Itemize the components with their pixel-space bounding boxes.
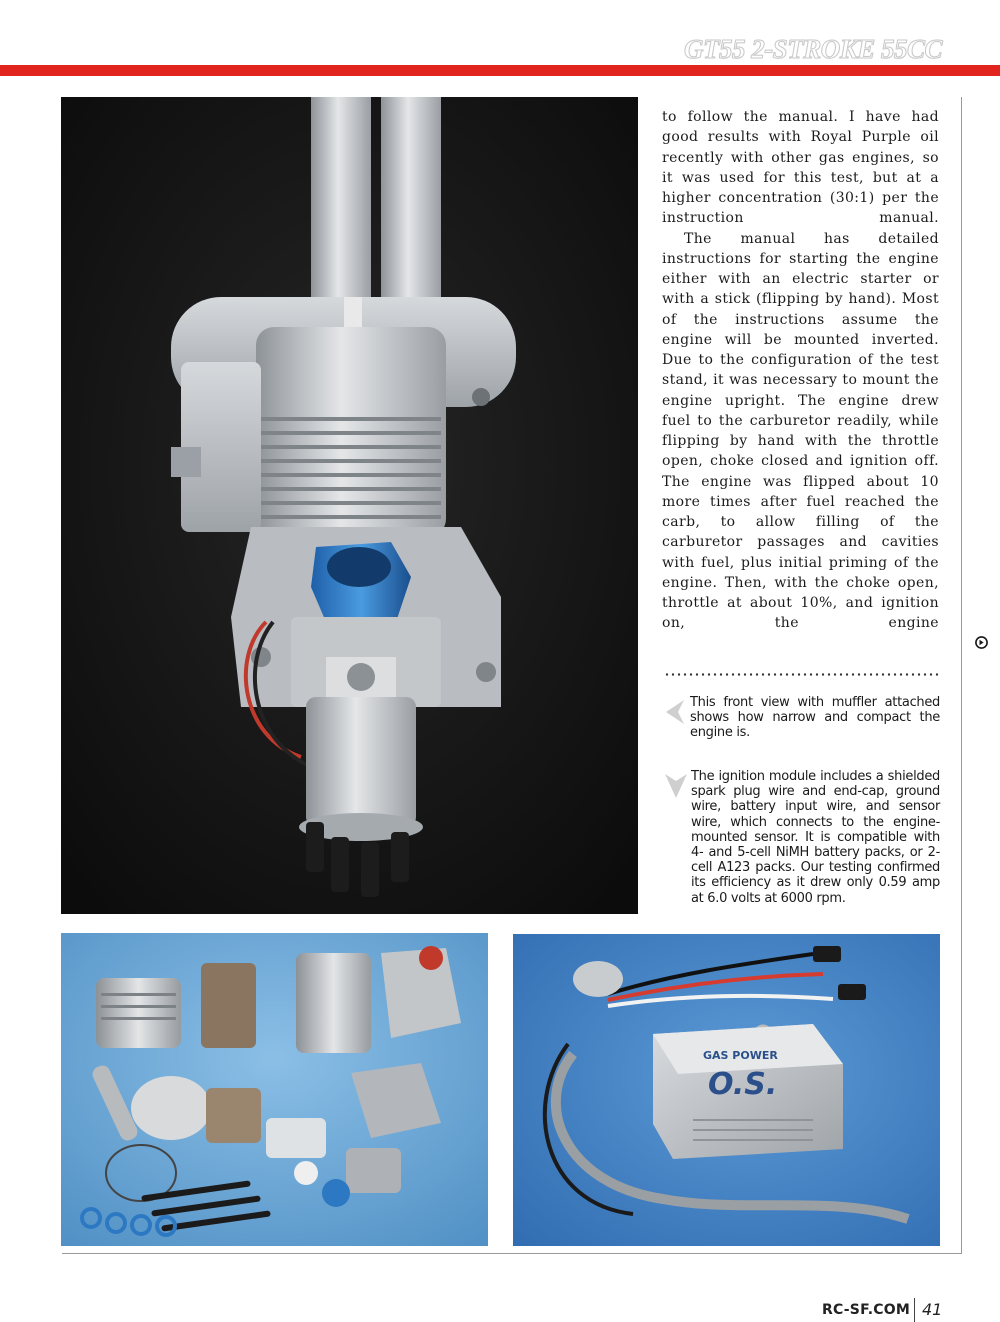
page-number: 41 (922, 1300, 943, 1319)
header-red-bar (0, 65, 1000, 76)
running-title: GT55 2-STROKE 55CC (683, 34, 942, 64)
column-rule-right (961, 97, 962, 1254)
ignition-box-logo: O.S. (708, 1067, 778, 1102)
continue-arrow-icon (975, 636, 988, 649)
footer-divider (914, 1298, 915, 1322)
body-paragraph-2: The manual has detailed instructions for starting the engine either with an electric starter or with a stick (flipping by hand). Most of the instructions assume the engine will be mounted inverted. Due to the configuration of the test stand, it was necessary to mount the engine upright. The engine drew fuel to the carburetor readily, while flipping by hand with the throttle open, choke closed and ignition off. The engine was flipped about 10 more times after fuel reached the carb, to allow filling of the carburetor passages and cavities with fuel, plus initial priming of the engine. Then, with the choke open, throttle at about 10%, and ignition on, the engine (662, 230, 939, 632)
article-body (662, 107, 939, 634)
engine-parts-photo (61, 933, 488, 1246)
caption-arrow-down-icon (664, 772, 688, 800)
engine-front-photo (61, 97, 638, 914)
caption-ignition-module: The ignition module includes a shielded spark plug wire and end-cap, ground wire, battery input wire, and sensor wire, which connects to the engine-mounted sensor. It is compatible with 4- and 5-cell NiMH battery packs, or 2-cell A123 packs. Our testing confirmed its efficiency as it drew only 0.59 amp at 6.0 volts at 6000 rpm. (691, 769, 940, 906)
ignition-module-photo (513, 934, 940, 1246)
footer-site: RC-SF.COM (822, 1302, 911, 1318)
caption-separator (664, 673, 940, 676)
caption-front-view: This front view with muffler attached shows how narrow and compact the engine is. (690, 695, 940, 741)
caption-arrow-left-icon (662, 699, 686, 725)
footer-rule (62, 1253, 962, 1254)
body-paragraph-1: to follow the manual. I have had good results with Royal Purple oil recently with other gas engines, so it was used for this test, but at a higher concentration (30:1) per the instruction manual. (662, 109, 939, 227)
ignition-box-brand: GAS POWER (703, 1049, 778, 1062)
